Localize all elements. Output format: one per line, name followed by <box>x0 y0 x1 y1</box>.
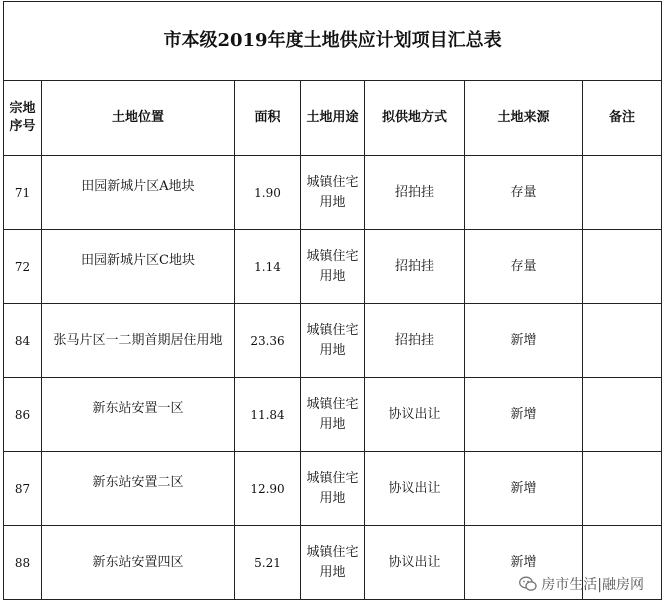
cell-use-text: 城镇住宅用地 <box>306 322 359 358</box>
cell-location <box>42 526 235 600</box>
cell-source: 新增 <box>465 452 583 526</box>
cell-note <box>583 452 662 526</box>
cell-id: 84 <box>4 304 42 378</box>
cell-source: 新增 <box>465 304 583 378</box>
header-source: 土地来源 <box>465 81 583 156</box>
cell-id: 86 <box>4 378 42 452</box>
cell-area: 23.36 <box>235 304 301 378</box>
cell-location-text: 新东站安置一区 <box>92 400 184 416</box>
cell-location <box>42 452 235 526</box>
header-row <box>4 81 662 156</box>
cell-use-text: 城镇住宅用地 <box>306 544 359 580</box>
title-row <box>4 2 662 81</box>
cell-use <box>301 304 365 378</box>
cell-use <box>301 230 365 304</box>
table-row <box>4 378 662 452</box>
cell-use-text: 城镇住宅用地 <box>306 174 359 210</box>
wechat-watermark <box>519 574 644 594</box>
cell-location-text: 田园新城片区C地块 <box>81 252 195 268</box>
cell-area: 1.90 <box>235 156 301 230</box>
cell-use-text: 城镇住宅用地 <box>306 248 359 284</box>
cell-location-text: 张马片区一二期首期居住用地 <box>53 332 223 348</box>
cell-use <box>301 156 365 230</box>
header-use: 土地用途 <box>301 81 365 156</box>
cell-id: 87 <box>4 452 42 526</box>
cell-note <box>583 156 662 230</box>
cell-source: 新增 <box>465 526 583 600</box>
cell-method: 招拍挂 <box>365 156 465 230</box>
cell-id: 88 <box>4 526 42 600</box>
cell-location-text: 田园新城片区A地块 <box>81 178 195 194</box>
land-supply-table <box>3 1 662 600</box>
header-note: 备注 <box>583 81 662 156</box>
cell-use <box>301 452 365 526</box>
cell-method: 招拍挂 <box>365 304 465 378</box>
table-row <box>4 156 662 230</box>
cell-location-text: 新东站安置二区 <box>92 474 184 490</box>
cell-method: 招拍挂 <box>365 230 465 304</box>
wechat-icon <box>519 576 537 592</box>
cell-location <box>42 378 235 452</box>
table-row <box>4 304 662 378</box>
header-area: 面积 <box>235 81 301 156</box>
cell-note <box>583 378 662 452</box>
cell-location <box>42 304 235 378</box>
cell-location <box>42 230 235 304</box>
cell-id: 71 <box>4 156 42 230</box>
table-title: 市本级2019年度土地供应计划项目汇总表 <box>4 2 662 81</box>
cell-use <box>301 378 365 452</box>
table-row <box>4 452 662 526</box>
watermark-text: 房市生活|融房网 <box>541 577 644 593</box>
header-parcel-no-label: 宗地序号 <box>9 101 36 134</box>
cell-source: 存量 <box>465 230 583 304</box>
cell-area: 1.14 <box>235 230 301 304</box>
cell-id: 72 <box>4 230 42 304</box>
cell-note <box>583 304 662 378</box>
cell-source: 新增 <box>465 378 583 452</box>
cell-method: 协议出让 <box>365 378 465 452</box>
cell-method: 协议出让 <box>365 526 465 600</box>
header-location: 土地位置 <box>42 81 235 156</box>
cell-area: 11.84 <box>235 378 301 452</box>
table-row <box>4 230 662 304</box>
cell-source: 存量 <box>465 156 583 230</box>
cell-area: 12.90 <box>235 452 301 526</box>
cell-note <box>583 230 662 304</box>
cell-location-text: 新东站安置四区 <box>92 554 184 570</box>
cell-area: 5.21 <box>235 526 301 600</box>
header-parcel-no <box>4 81 42 156</box>
cell-method: 协议出让 <box>365 452 465 526</box>
cell-use-text: 城镇住宅用地 <box>306 396 359 432</box>
cell-location <box>42 156 235 230</box>
header-method: 拟供地方式 <box>365 81 465 156</box>
cell-use <box>301 526 365 600</box>
cell-use-text: 城镇住宅用地 <box>306 470 359 506</box>
